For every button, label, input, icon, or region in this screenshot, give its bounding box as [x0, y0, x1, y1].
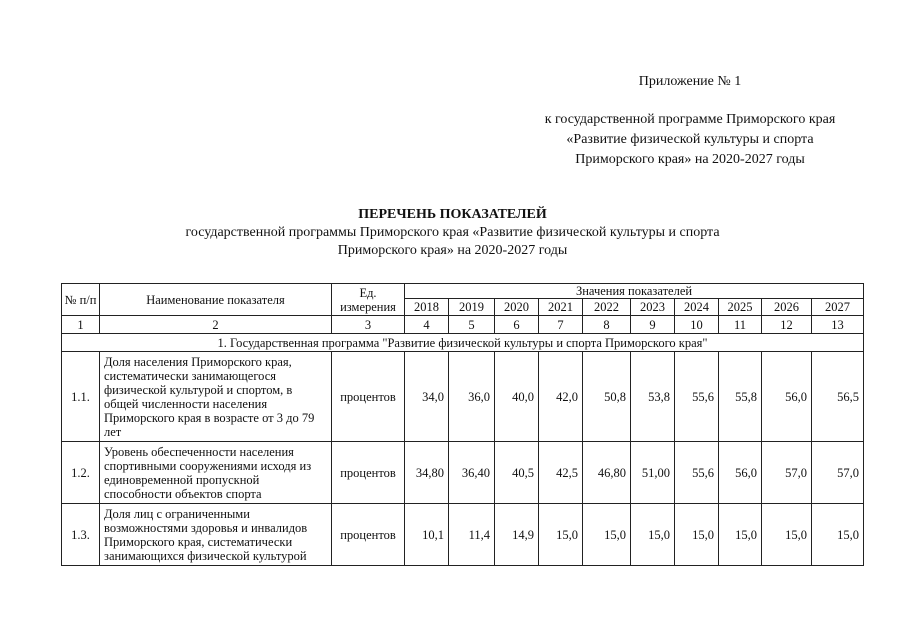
indicator-name: Уровень обеспеченности населения спортивными сооружениями исходя из единовременной пропускной способности объектов спорта [100, 442, 332, 504]
indicator-value: 55,6 [675, 352, 719, 442]
indicator-value: 14,9 [495, 504, 539, 566]
indicator-value: 10,1 [405, 504, 449, 566]
indicator-value: 15,0 [631, 504, 675, 566]
document-heading: ПЕРЕЧЕНЬ ПОКАЗАТЕЛЕЙ [358, 207, 547, 222]
indicator-value: 42,5 [539, 442, 583, 504]
header-unit: Ед. измерения [332, 284, 405, 316]
year-header: 2027 [812, 299, 864, 316]
indicator-value: 50,8 [583, 352, 631, 442]
appendix-line: к государственной программе Приморского края [544, 112, 836, 127]
column-number: 2 [100, 316, 332, 334]
section-row [62, 334, 864, 352]
appendix-reference [530, 110, 850, 170]
indicator-value: 15,0 [539, 504, 583, 566]
indicator-value: 40,5 [495, 442, 539, 504]
indicator-name: Доля лиц с ограниченными возможностями здоровья и инвалидов Приморского края, систематически занимающихся физической культурой [100, 504, 332, 566]
row-index: 1.2. [62, 442, 100, 504]
indicator-value: 15,0 [812, 504, 864, 566]
year-header: 2023 [631, 299, 675, 316]
indicator-value: 51,00 [631, 442, 675, 504]
indicator-unit: процентов [332, 352, 405, 442]
indicator-value: 57,0 [762, 442, 812, 504]
indicator-value: 15,0 [583, 504, 631, 566]
column-number: 11 [719, 316, 762, 334]
document-subtitle [0, 224, 905, 260]
column-number: 1 [62, 316, 100, 334]
table-row [62, 442, 864, 504]
indicator-value: 34,80 [405, 442, 449, 504]
header-number: № п/п [62, 284, 100, 316]
header-values-group: Значения показателей [405, 284, 864, 299]
indicator-value: 56,0 [762, 352, 812, 442]
year-header: 2021 [539, 299, 583, 316]
indicator-value: 15,0 [719, 504, 762, 566]
indicator-unit: процентов [332, 504, 405, 566]
appendix-line: «Развитие физической культуры и спорта [566, 132, 814, 147]
indicator-name: Доля населения Приморского края, систематически занимающегося физической культурой и спортом, в общей численности населения Приморского края в возрасте от 3 до 79 лет [100, 352, 332, 442]
column-number-row [62, 316, 864, 334]
indicator-unit: процентов [332, 442, 405, 504]
indicator-value: 36,0 [449, 352, 495, 442]
indicator-value: 11,4 [449, 504, 495, 566]
column-number: 12 [762, 316, 812, 334]
table-row [62, 352, 864, 442]
indicator-value: 46,80 [583, 442, 631, 504]
column-number: 6 [495, 316, 539, 334]
column-number: 10 [675, 316, 719, 334]
year-header: 2018 [405, 299, 449, 316]
column-number: 3 [332, 316, 405, 334]
row-index: 1.3. [62, 504, 100, 566]
year-header: 2026 [762, 299, 812, 316]
table-row [62, 504, 864, 566]
column-number: 9 [631, 316, 675, 334]
year-header: 2022 [583, 299, 631, 316]
year-header: 2024 [675, 299, 719, 316]
column-number: 5 [449, 316, 495, 334]
indicator-value: 55,6 [675, 442, 719, 504]
section-title: 1. Государственная программа "Развитие физической культуры и спорта Приморского края" [62, 334, 864, 352]
row-index: 1.1. [62, 352, 100, 442]
year-header: 2019 [449, 299, 495, 316]
column-number: 13 [812, 316, 864, 334]
appendix-title: Приложение № 1 [638, 74, 742, 89]
indicator-value: 15,0 [675, 504, 719, 566]
indicators-table [61, 283, 864, 566]
year-header: 2020 [495, 299, 539, 316]
indicator-value: 55,8 [719, 352, 762, 442]
indicator-value: 56,0 [719, 442, 762, 504]
column-number: 4 [405, 316, 449, 334]
year-header: 2025 [719, 299, 762, 316]
appendix-line: Приморского края» на 2020-2027 годы [575, 152, 805, 167]
indicator-value: 40,0 [495, 352, 539, 442]
subtitle-line: государственной программы Приморского края «Развитие физической культуры и спорта [185, 225, 720, 240]
indicator-value: 34,0 [405, 352, 449, 442]
indicator-value: 57,0 [812, 442, 864, 504]
indicator-value: 53,8 [631, 352, 675, 442]
subtitle-line: Приморского края» на 2020-2027 годы [337, 243, 568, 258]
column-number: 7 [539, 316, 583, 334]
indicator-value: 15,0 [762, 504, 812, 566]
indicator-value: 56,5 [812, 352, 864, 442]
indicator-value: 42,0 [539, 352, 583, 442]
indicator-value: 36,40 [449, 442, 495, 504]
header-name: Наименование показателя [100, 284, 332, 316]
column-number: 8 [583, 316, 631, 334]
